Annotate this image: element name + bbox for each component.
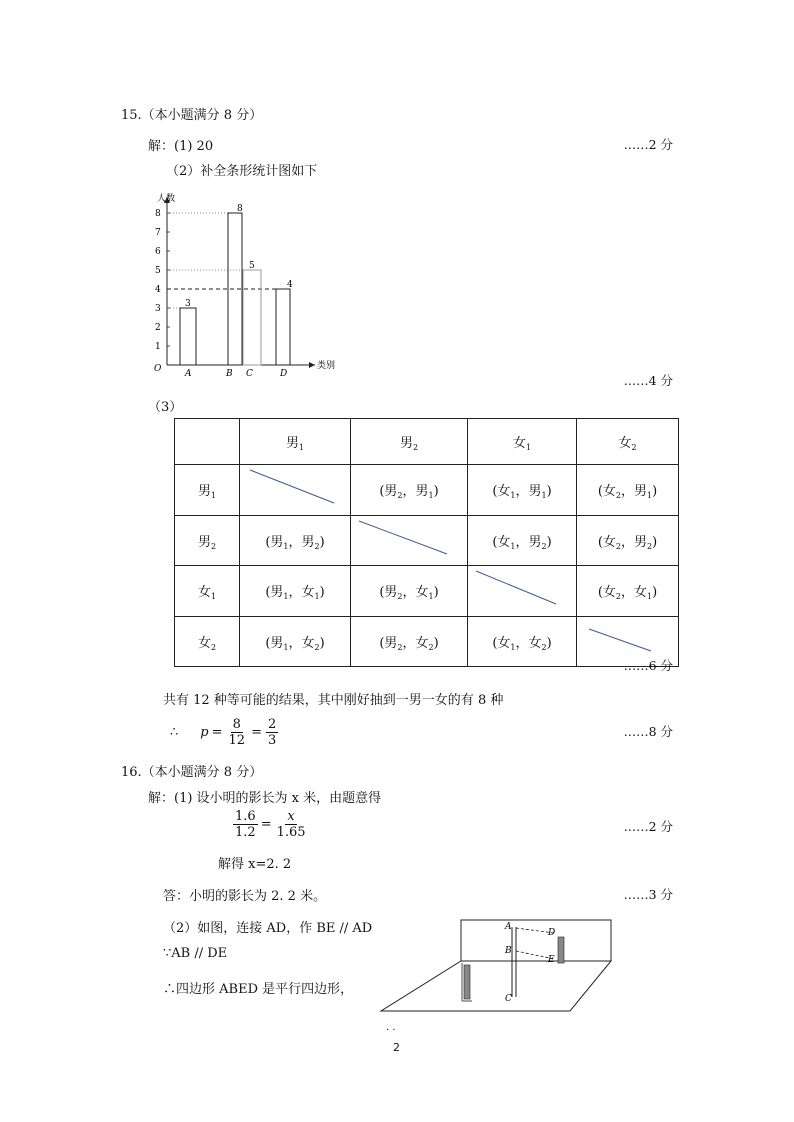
fraction-1.6-1.2 bbox=[233, 809, 258, 840]
y-tick-label: 2 bbox=[155, 323, 161, 333]
page-number: 2 bbox=[393, 1041, 400, 1054]
data-label: 3 bbox=[185, 299, 191, 309]
table-row bbox=[175, 617, 679, 667]
table-cell: (女$_1$，男$_1$) bbox=[468, 465, 577, 516]
q16-answer-score: ……3 分 bbox=[623, 887, 673, 902]
origin-label: O bbox=[154, 364, 162, 374]
q16-part2: （2）如图，连接 AD，作 BE // AD bbox=[163, 921, 373, 936]
footer-marks: · · bbox=[386, 1025, 396, 1036]
q15-heading: 15.（本小题满分 8 分） bbox=[121, 108, 263, 123]
q16-answer: 答：小明的影长为 2. 2 米。 bbox=[163, 889, 327, 904]
x-tick-label: B bbox=[226, 369, 233, 379]
table-cell: (女$_2$，男$_2$) bbox=[577, 516, 679, 566]
y-tick-label: 3 bbox=[155, 304, 161, 314]
table-header-cell bbox=[577, 419, 679, 465]
table-cell: (男$_1$，女$_2$) bbox=[240, 617, 351, 667]
q15-part1: 解：(1) 20 bbox=[148, 139, 214, 154]
y-tick-label: 7 bbox=[155, 228, 161, 238]
bar bbox=[243, 270, 261, 365]
q15-part3: （3） bbox=[148, 400, 183, 415]
bar bbox=[180, 308, 196, 365]
y-tick-label: 5 bbox=[155, 266, 161, 276]
table-row bbox=[175, 566, 679, 617]
y-tick-label: 4 bbox=[155, 285, 161, 295]
q15-part2: （2）补全条形统计图如下 bbox=[166, 164, 318, 179]
x-tick-label: A bbox=[185, 369, 192, 379]
data-label: 8 bbox=[237, 204, 243, 214]
table-row bbox=[175, 465, 679, 516]
label-E: E bbox=[548, 955, 555, 965]
x-tick-label: D bbox=[280, 369, 288, 379]
q15-part3-score: ……6 分 bbox=[623, 658, 673, 673]
q16-heading: 16.（本小题满分 8 分） bbox=[121, 765, 263, 780]
table-cell: (女$_1$，女$_2$) bbox=[468, 617, 577, 667]
q16-solve: 解得 x=2. 2 bbox=[218, 857, 292, 872]
q16-because: ∵AB // DE bbox=[163, 946, 228, 961]
fraction-x-1.65 bbox=[275, 809, 308, 840]
q15-part2-score: ……4 分 bbox=[623, 373, 673, 388]
y-tick-label: 6 bbox=[155, 247, 161, 257]
y-axis-label: 人数 bbox=[157, 194, 176, 204]
table-cell: (女$_1$，男$_2$) bbox=[468, 516, 577, 566]
header-label: 女$_2$ bbox=[618, 435, 637, 452]
row-label: 男$_1$ bbox=[175, 465, 240, 516]
diagonal-cell bbox=[468, 566, 577, 617]
equals-sign: = bbox=[260, 817, 272, 832]
label-A: A bbox=[505, 922, 512, 932]
q16-part1: 解：(1) 设小明的影长为 x 米，由题意得 bbox=[148, 791, 382, 806]
outcome-table bbox=[174, 418, 679, 667]
table-cell: (女$_2$，女$_1$) bbox=[577, 566, 679, 617]
table-header-cell bbox=[351, 419, 468, 465]
q16-so: ∴四边形 ABED 是平行四边形， bbox=[163, 982, 354, 997]
data-label: 5 bbox=[249, 261, 255, 271]
data-label: 4 bbox=[287, 280, 293, 290]
row-label: 女$_1$ bbox=[175, 566, 240, 617]
q15-final-score: ……8 分 bbox=[623, 724, 673, 739]
fraction-2-3 bbox=[266, 717, 278, 748]
proportion-equation bbox=[232, 809, 309, 840]
fraction-denominator: 12 bbox=[228, 733, 246, 748]
label-C: C bbox=[505, 994, 512, 1004]
table-cell: (男$_2$，女$_2$) bbox=[351, 617, 468, 667]
y-tick-label: 8 bbox=[155, 209, 161, 219]
wall-shadow bbox=[558, 937, 564, 963]
x-axis-arrow bbox=[309, 362, 315, 368]
diagonal-cell bbox=[240, 465, 351, 516]
table-cell: (女$_2$，男$_1$) bbox=[577, 465, 679, 516]
table-cell: (男$_1$，男$_2$) bbox=[240, 516, 351, 566]
small-post-shadow bbox=[464, 965, 470, 999]
fraction-denominator: 3 bbox=[267, 733, 277, 748]
p-symbol: p bbox=[200, 725, 209, 740]
x-axis-label: 类别 bbox=[317, 361, 336, 371]
bar-chart bbox=[145, 182, 345, 382]
label-D: D bbox=[548, 928, 556, 938]
fraction-numerator: x bbox=[287, 809, 295, 824]
bar bbox=[276, 289, 290, 365]
fraction-numerator: 1.6 bbox=[235, 809, 256, 824]
header-label: 男$_1$ bbox=[285, 435, 305, 452]
equals-sign: = bbox=[211, 725, 223, 740]
x-tick-label: C bbox=[246, 369, 253, 379]
ground-plane bbox=[381, 961, 611, 1011]
probability-equation bbox=[170, 717, 279, 748]
row-label: 女$_2$ bbox=[175, 617, 240, 667]
equals-sign: = bbox=[251, 725, 262, 740]
fraction-denominator: 1.2 bbox=[235, 825, 256, 840]
row-label: 男$_2$ bbox=[175, 516, 240, 566]
table-corner-cell bbox=[175, 419, 240, 465]
fraction-denominator: 1.65 bbox=[276, 825, 306, 840]
label-B: B bbox=[505, 946, 512, 956]
diagonal-cell bbox=[351, 516, 468, 566]
fraction-8-12 bbox=[227, 717, 248, 748]
shadow-figure bbox=[378, 915, 618, 1015]
table-cell: (男$_2$，女$_1$) bbox=[351, 566, 468, 617]
header-label: 男$_2$ bbox=[399, 435, 419, 452]
header-label: 女$_1$ bbox=[512, 435, 532, 452]
table-cell: (男$_2$，男$_1$) bbox=[351, 465, 468, 516]
fraction-numerator: 2 bbox=[267, 717, 277, 732]
table-header-cell bbox=[468, 419, 577, 465]
y-tick-label: 1 bbox=[155, 342, 161, 352]
q16-eq-score: ……2 分 bbox=[623, 819, 673, 834]
table-header-row bbox=[175, 419, 679, 465]
q15-part1-score: ……2 分 bbox=[623, 137, 673, 152]
q15-conclusion: 共有 12 种等可能的结果，其中刚好抽到一男一女的有 8 种 bbox=[163, 693, 504, 708]
therefore-symbol: ∴ bbox=[170, 725, 179, 740]
fraction-numerator: 8 bbox=[232, 717, 241, 732]
table-header-cell bbox=[240, 419, 351, 465]
table-row bbox=[175, 516, 679, 566]
table-cell: (男$_1$，女$_1$) bbox=[240, 566, 351, 617]
